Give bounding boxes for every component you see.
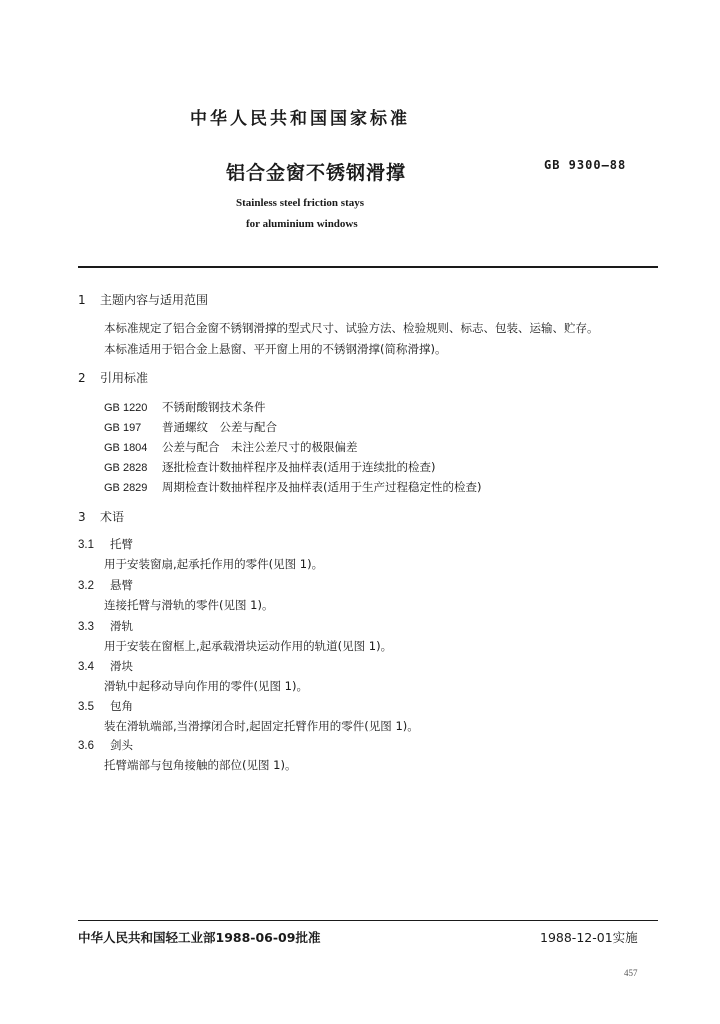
header-divider xyxy=(78,266,658,268)
effective-date: 1988-12-01实施 xyxy=(540,930,638,945)
section-1-heading xyxy=(78,291,208,308)
reference-code: GB 1220 xyxy=(104,402,148,414)
reference-text: 公差与配合 未注公差尺寸的极限偏差 xyxy=(162,440,358,454)
section-1-para-1: 本标准规定了铝合金窗不锈钢滑撑的型式尺寸、试验方法、检验规则、标志、包装、运输、贮存。 xyxy=(104,321,599,335)
page-number: 457 xyxy=(624,968,638,978)
term-heading xyxy=(78,536,133,552)
reference-text: 不锈耐酸钢技术条件 xyxy=(162,400,266,414)
term-definition: 滑轨中起移动导向作用的零件(见图 1)。 xyxy=(104,679,308,693)
reference-text: 周期检查计数抽样程序及抽样表(适用于生产过程稳定性的检查) xyxy=(162,480,482,494)
section-number: 1 xyxy=(78,293,86,307)
term-heading xyxy=(78,698,133,714)
term-name: 悬臂 xyxy=(110,578,133,592)
footer-divider xyxy=(78,920,658,921)
section-title: 主题内容与适用范围 xyxy=(100,293,209,307)
term-name: 托臂 xyxy=(110,537,133,551)
section-title: 术语 xyxy=(100,510,125,524)
approval-line: 中华人民共和国轻工业部1988-06-09批准 xyxy=(78,930,321,945)
term-name: 剑头 xyxy=(110,738,133,752)
document-title-en-line2: for aluminium windows xyxy=(246,218,358,230)
section-number: 3 xyxy=(78,510,86,524)
reference-item xyxy=(104,479,481,495)
reference-text: 普通螺纹 公差与配合 xyxy=(162,420,277,434)
standard-code: GB 9300—88 xyxy=(544,158,627,172)
section-2-heading xyxy=(78,369,148,386)
reference-item xyxy=(104,399,266,415)
term-name: 滑轨 xyxy=(110,619,133,633)
reference-code: GB 1804 xyxy=(104,442,148,454)
document-title-en-line1: Stainless steel friction stays xyxy=(236,197,365,209)
term-number: 3.4 xyxy=(78,661,94,673)
section-1-para-2: 本标准适用于铝合金上悬窗、平开窗上用的不锈钢滑撑(简称滑撑)。 xyxy=(104,342,447,356)
section-3-heading xyxy=(78,508,124,525)
reference-item xyxy=(104,439,358,455)
reference-item xyxy=(104,459,435,475)
section-number: 2 xyxy=(78,371,86,385)
term-heading xyxy=(78,737,133,753)
national-standard-heading: 中华人民共和国国家标准 xyxy=(190,109,410,129)
term-definition: 装在滑轨端部,当滑撑闭合时,起固定托臂作用的零件(见图 1)。 xyxy=(104,719,419,733)
term-heading xyxy=(78,577,133,593)
term-heading xyxy=(78,658,133,674)
reference-text: 逐批检查计数抽样程序及抽样表(适用于连续批的检查) xyxy=(162,460,436,474)
section-title: 引用标准 xyxy=(100,371,149,385)
reference-code: GB 2828 xyxy=(104,462,148,474)
term-number: 3.5 xyxy=(78,701,94,713)
document-title-cn: 铝合金窗不锈钢滑撑 xyxy=(226,162,407,184)
term-definition: 托臂端部与包角接触的部位(见图 1)。 xyxy=(104,758,297,772)
term-name: 包角 xyxy=(110,699,133,713)
reference-code: GB 2829 xyxy=(104,482,148,494)
term-number: 3.2 xyxy=(78,580,94,592)
term-number: 3.3 xyxy=(78,621,94,633)
term-definition: 用于安装在窗框上,起承载滑块运动作用的轨道(见图 1)。 xyxy=(104,639,393,653)
reference-item xyxy=(104,419,277,435)
term-definition: 用于安装窗扇,起承托作用的零件(见图 1)。 xyxy=(104,557,324,571)
term-name: 滑块 xyxy=(110,659,133,673)
term-number: 3.1 xyxy=(78,539,94,551)
term-heading xyxy=(78,618,133,634)
term-number: 3.6 xyxy=(78,740,94,752)
term-definition: 连接托臂与滑轨的零件(见图 1)。 xyxy=(104,598,274,612)
reference-code: GB 197 xyxy=(104,422,142,434)
